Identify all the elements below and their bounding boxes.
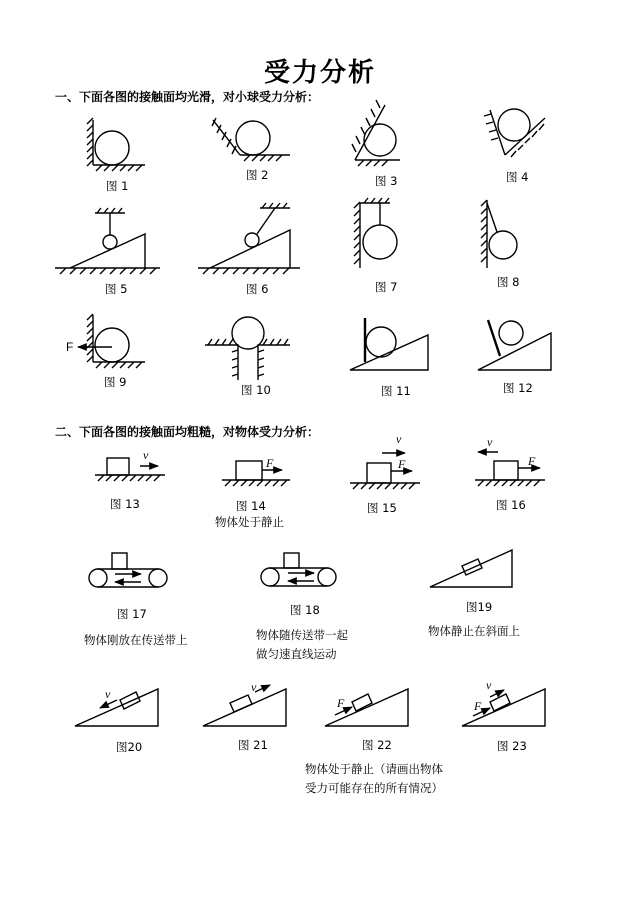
figure-14 <box>222 461 290 486</box>
force-label: F <box>474 699 482 713</box>
figure-19 <box>430 550 512 587</box>
caption-fig11: 图 11 <box>381 384 411 398</box>
figure-1 <box>87 118 145 171</box>
velocity-label: v <box>105 687 111 701</box>
note-fig22-line2: 受力可能存在的所有情况） <box>305 781 443 795</box>
caption-fig20: 图20 <box>116 740 143 754</box>
caption-fig3: 图 3 <box>375 174 398 188</box>
figure-4 <box>484 109 545 157</box>
caption-fig1: 图 1 <box>106 179 129 193</box>
figure-9 <box>78 314 145 368</box>
figure-7 <box>354 198 397 268</box>
caption-fig7: 图 7 <box>375 280 398 294</box>
caption-fig16: 图 16 <box>496 498 526 512</box>
velocity-label: v <box>487 435 493 449</box>
figure-13 <box>95 458 165 481</box>
caption-fig18: 图 18 <box>290 603 320 617</box>
caption-fig2: 图 2 <box>246 168 269 182</box>
figure-10 <box>205 317 290 380</box>
figure-5 <box>55 208 160 274</box>
caption-fig21: 图 21 <box>238 738 268 752</box>
force-label: F <box>337 696 345 710</box>
note-fig18-line2: 做匀速直线运动 <box>256 647 337 661</box>
figure-12 <box>478 320 551 370</box>
force-label: F <box>66 340 74 354</box>
note-fig14: 物体处于静止 <box>215 515 284 529</box>
note-fig19: 物体静止在斜面上 <box>428 624 520 638</box>
caption-fig15: 图 15 <box>367 501 397 515</box>
caption-fig17: 图 17 <box>117 607 147 621</box>
force-label: F <box>266 456 274 470</box>
caption-fig13: 图 13 <box>110 497 140 511</box>
caption-fig8: 图 8 <box>497 275 520 289</box>
velocity-label: v <box>396 432 402 446</box>
caption-fig5: 图 5 <box>105 282 128 296</box>
figure-6 <box>198 203 300 274</box>
velocity-label: v <box>486 678 492 692</box>
force-label: F <box>528 454 536 468</box>
caption-fig10: 图 10 <box>241 383 271 397</box>
page-title: 受力分析 <box>263 58 376 88</box>
section-two-heading: 二、下面各图的接触面均粗糙，对物体受力分析： <box>55 425 320 439</box>
velocity-label: v <box>143 448 149 462</box>
note-fig18-line1: 物体随传送带一起 <box>256 628 348 642</box>
figure-11 <box>350 318 428 370</box>
caption-fig22: 图 22 <box>362 738 392 752</box>
figure-15 <box>350 453 420 489</box>
caption-fig9: 图 9 <box>104 375 127 389</box>
force-label: F <box>398 457 406 471</box>
figure-20 <box>75 689 158 726</box>
caption-fig14: 图 14 <box>236 499 266 513</box>
caption-fig19: 图19 <box>466 600 493 614</box>
velocity-label: v <box>251 680 257 694</box>
note-fig22-line1: 物体处于静止（请画出物体 <box>305 762 443 776</box>
figure-8 <box>481 200 517 268</box>
caption-fig12: 图 12 <box>503 381 533 395</box>
caption-fig4: 图 4 <box>506 170 529 184</box>
figure-2 <box>212 118 290 161</box>
section-one-heading: 一、下面各图的接触面均光滑，对小球受力分析： <box>55 90 320 104</box>
caption-fig6: 图 6 <box>246 282 269 296</box>
figure-21 <box>203 685 286 726</box>
figure-17 <box>89 553 167 587</box>
caption-fig23: 图 23 <box>497 739 527 753</box>
figure-3 <box>352 100 400 166</box>
note-fig17: 物体刚放在传送带上 <box>84 633 188 647</box>
figure-18 <box>261 553 336 586</box>
